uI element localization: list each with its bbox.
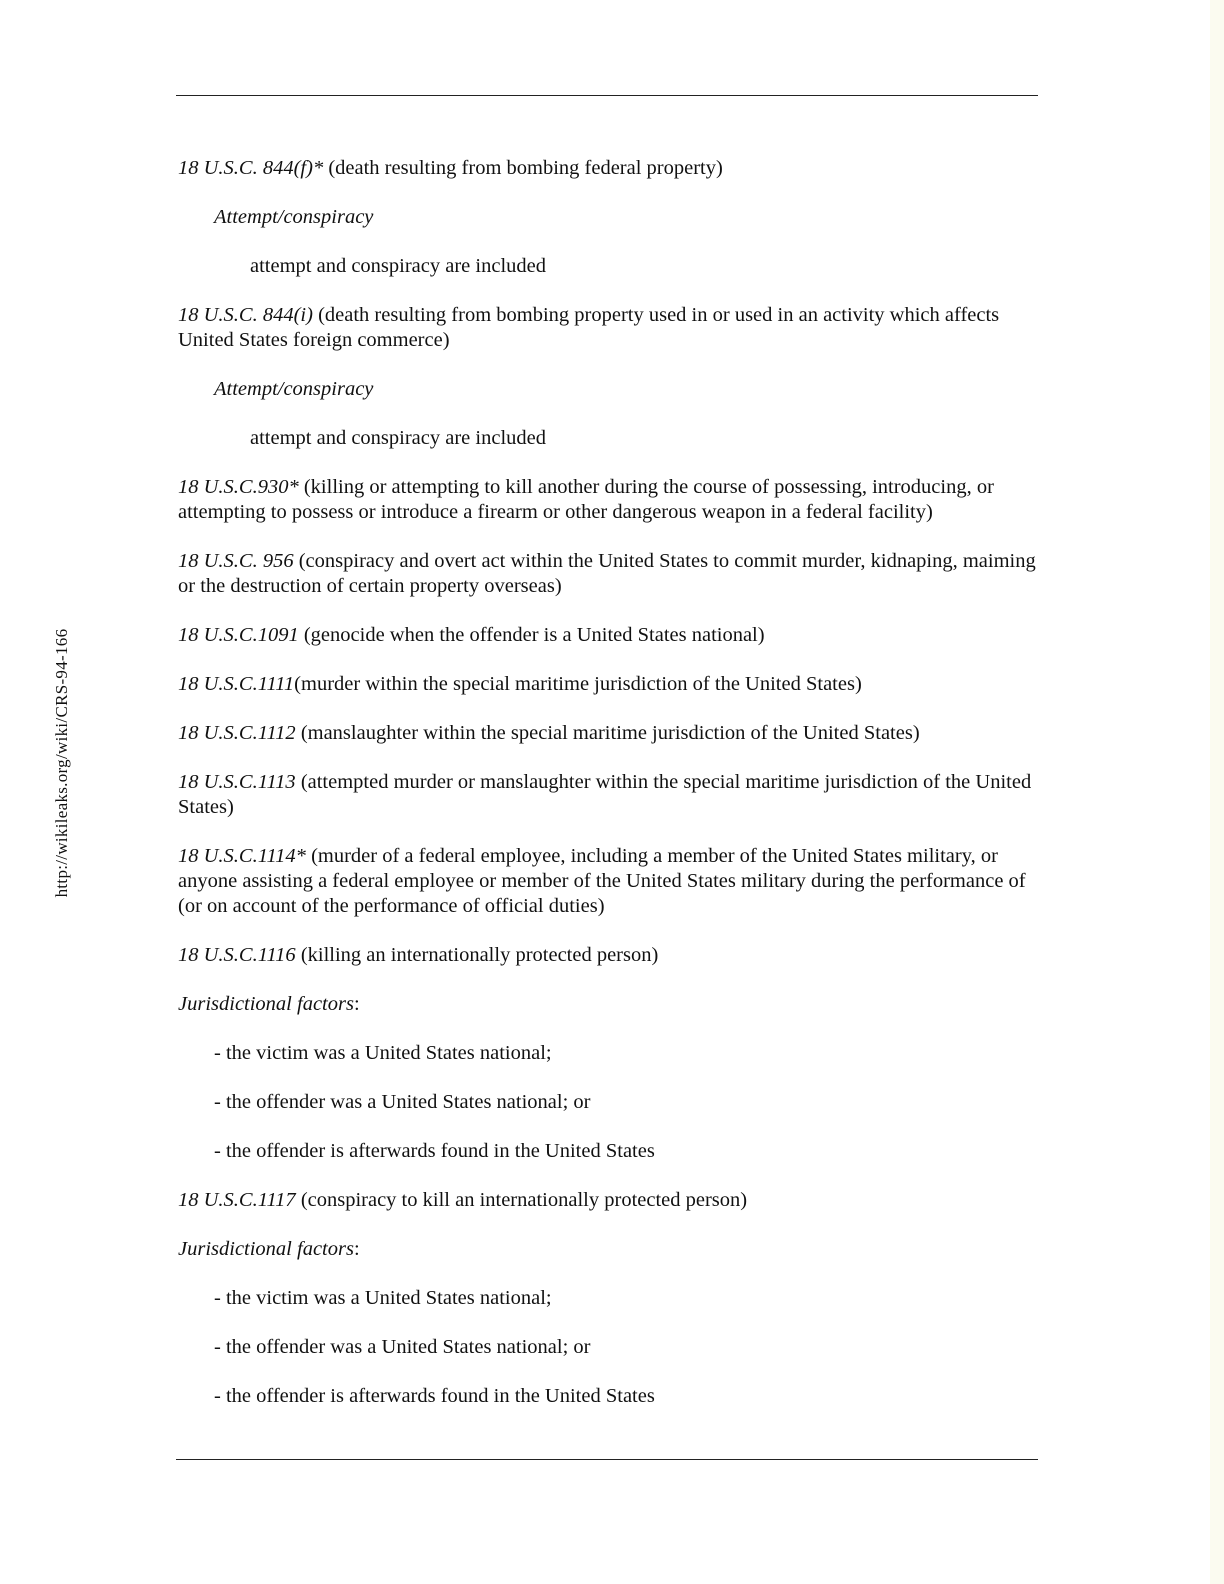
statute-description: (conspiracy to kill an internationally protected person) (295, 1189, 748, 1211)
factors-colon: : (353, 1238, 360, 1260)
statute-description: (death resulting from bombing property used in or used in an activity which affects United States foreign commerce) (178, 304, 1000, 351)
statute-entry (178, 623, 1043, 648)
page-edge-strip (1210, 0, 1224, 1584)
statute-citation: 18 U.S.C. 956 (178, 550, 294, 572)
statute-entry (178, 672, 1043, 697)
attempt-conspiracy-heading: Attempt/conspiracy (214, 206, 374, 228)
factor-item: - the victim was a United States national; (214, 1287, 552, 1309)
statute-description: (genocide when the offender is a United States national) (298, 624, 765, 646)
statute-citation: 18 U.S.C. 844(i) (178, 304, 313, 326)
source-url: http://wikileaks.org/wiki/CRS-94-166 (52, 628, 71, 898)
statute-description: (attempted murder or manslaughter within the special maritime jurisdiction of the United States) (178, 771, 1032, 818)
statute-description: (murder of a federal employee, including a member of the United States military, or anyone assisting a federal employee or member of the United States military during the performance of (or on account of the performance of official duties) (178, 845, 1026, 917)
statute-citation: 18 U.S.C.1116 (178, 944, 296, 966)
factors-label: Jurisdictional factors (178, 1238, 354, 1260)
attempt-conspiracy-note: attempt and conspiracy are included (250, 427, 546, 449)
statute-entry (178, 770, 1043, 820)
jurisdictional-factors-heading (178, 1237, 1043, 1262)
statute-description: (death resulting from bombing federal property) (323, 157, 723, 179)
statute-description: (manslaughter within the special maritime jurisdiction of the United States) (295, 722, 920, 744)
statute-entry (178, 943, 1043, 968)
statute-citation: 18 U.S.C. 844(f)* (178, 157, 324, 179)
factor-item: - the victim was a United States national; (214, 1042, 552, 1064)
statute-citation: 18 U.S.C.1091 (178, 624, 299, 646)
statute-citation: 18 U.S.C.1113 (178, 771, 296, 793)
jurisdictional-factors-heading (178, 992, 1043, 1017)
statute-entry (178, 1188, 1043, 1213)
document-body (178, 156, 1043, 1433)
statute-citation: 18 U.S.C.1112 (178, 722, 296, 744)
statute-citation: 18 U.S.C.930* (178, 476, 299, 498)
statute-description: (conspiracy and overt act within the United States to commit murder, kidnaping, maiming or the destruction of certain property overseas) (178, 550, 1036, 597)
statute-description: (murder within the special maritime jurisdiction of the United States) (294, 673, 862, 695)
statute-citation: 18 U.S.C.1114* (178, 845, 306, 867)
factor-item: - the offender was a United States national; or (214, 1336, 591, 1358)
statute-description: (killing an internationally protected person) (295, 944, 659, 966)
footer-rule (176, 1459, 1038, 1460)
statute-entry (178, 303, 1043, 353)
statute-citation: 18 U.S.C.1111 (178, 673, 295, 695)
factor-item: - the offender is afterwards found in the United States (214, 1385, 655, 1407)
attempt-conspiracy-heading: Attempt/conspiracy (214, 378, 374, 400)
factors-colon: : (353, 993, 360, 1015)
factor-item: - the offender is afterwards found in the United States (214, 1140, 655, 1162)
factors-label: Jurisdictional factors (178, 993, 354, 1015)
statute-description: (killing or attempting to kill another during the course of possessing, introducing, or attempting to possess or introduce a firearm or other dangerous weapon in a federal facility) (178, 476, 994, 523)
attempt-conspiracy-note: attempt and conspiracy are included (250, 255, 546, 277)
factor-item: - the offender was a United States national; or (214, 1091, 591, 1113)
header-rule (176, 95, 1038, 96)
statute-entry (178, 549, 1043, 599)
statute-entry (178, 156, 1043, 181)
statute-entry (178, 475, 1043, 525)
statute-citation: 18 U.S.C.1117 (178, 1189, 296, 1211)
statute-entry (178, 721, 1043, 746)
statute-entry (178, 844, 1043, 919)
